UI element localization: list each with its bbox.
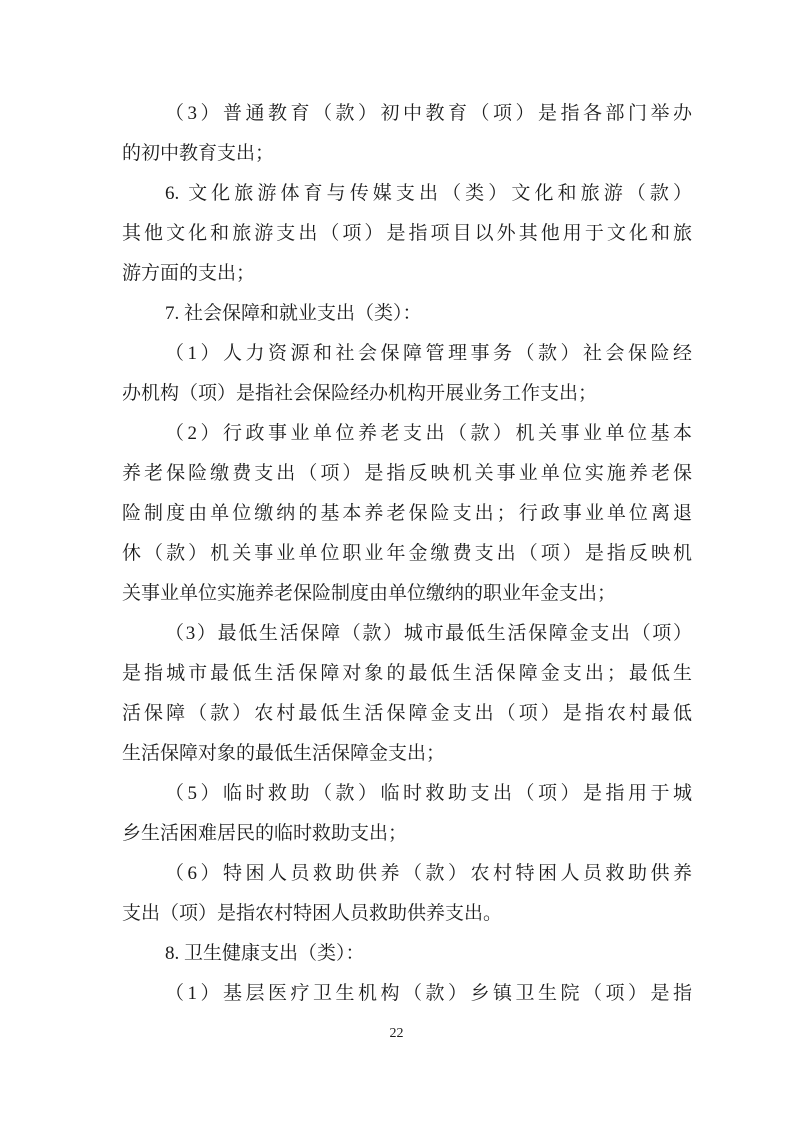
text-line: （2）行政事业单位养老支出（款）机关事业单位基本 (165, 423, 692, 444)
text-line: 办机构（项）是指社会保险经办机构开展业务工作支出； (122, 383, 598, 404)
text-line: 生活保障对象的最低生活保障金支出； (122, 743, 446, 764)
text-line: （1）基层医疗卫生机构（款）乡镇卫生院（项）是指 (165, 983, 692, 1004)
text-line: 险制度由单位缴纳的基本养老保险支出；行政事业单位离退 (122, 503, 692, 524)
text-line: 关事业单位实施养老保险制度由单位缴纳的职业年金支出； (122, 583, 617, 604)
paragraph (122, 854, 692, 934)
text-line: 支出（项）是指农村特困人员救助供养支出。 (122, 903, 503, 924)
paragraph (122, 414, 692, 614)
paragraph (122, 334, 692, 414)
text-line: （3）普通教育（款）初中教育（项）是指各部门举办 (165, 103, 692, 124)
paragraph (122, 94, 692, 174)
paragraph (122, 614, 692, 774)
paragraph (122, 174, 692, 294)
text-line: 其他文化和旅游支出（项）是指项目以外其他用于文化和旅 (122, 223, 692, 244)
text-line: （1）人力资源和社会保障管理事务（款）社会保险经 (165, 343, 692, 364)
text-line: （5）临时救助（款）临时救助支出（项）是指用于城 (165, 783, 692, 804)
text-line: 休（款）机关事业单位职业年金缴费支出（项）是指反映机 (122, 543, 692, 564)
text-line: 的初中教育支出； (122, 143, 275, 164)
document-body (122, 94, 692, 1014)
text-line: （3）最低生活保障（款）城市最低生活保障金支出（项） (165, 623, 692, 644)
text-line: 乡生活困难居民的临时救助支出； (122, 823, 408, 844)
text-line: 7. 社会保障和就业支出（类）： (165, 303, 422, 324)
text-line: 8. 卫生健康支出（类）： (165, 943, 365, 964)
text-line: （6）特困人员救助供养（款）农村特困人员救助供养 (165, 863, 692, 884)
text-line: 游方面的支出； (122, 263, 256, 284)
text-line: 养老保险缴费支出（项）是指反映机关事业单位实施养老保 (122, 463, 692, 484)
paragraph (122, 294, 692, 334)
page-number: 22 (389, 1026, 404, 1041)
text-line: 活保障（款）农村最低生活保障金支出（项）是指农村最低 (122, 703, 692, 724)
paragraph (122, 974, 692, 1014)
text-line: 是指城市最低生活保障对象的最低生活保障金支出；最低生 (122, 663, 692, 684)
paragraph (122, 934, 692, 974)
text-line: 6. 文化旅游体育与传媒支出（类）文化和旅游（款） (165, 183, 692, 204)
paragraph (122, 774, 692, 854)
